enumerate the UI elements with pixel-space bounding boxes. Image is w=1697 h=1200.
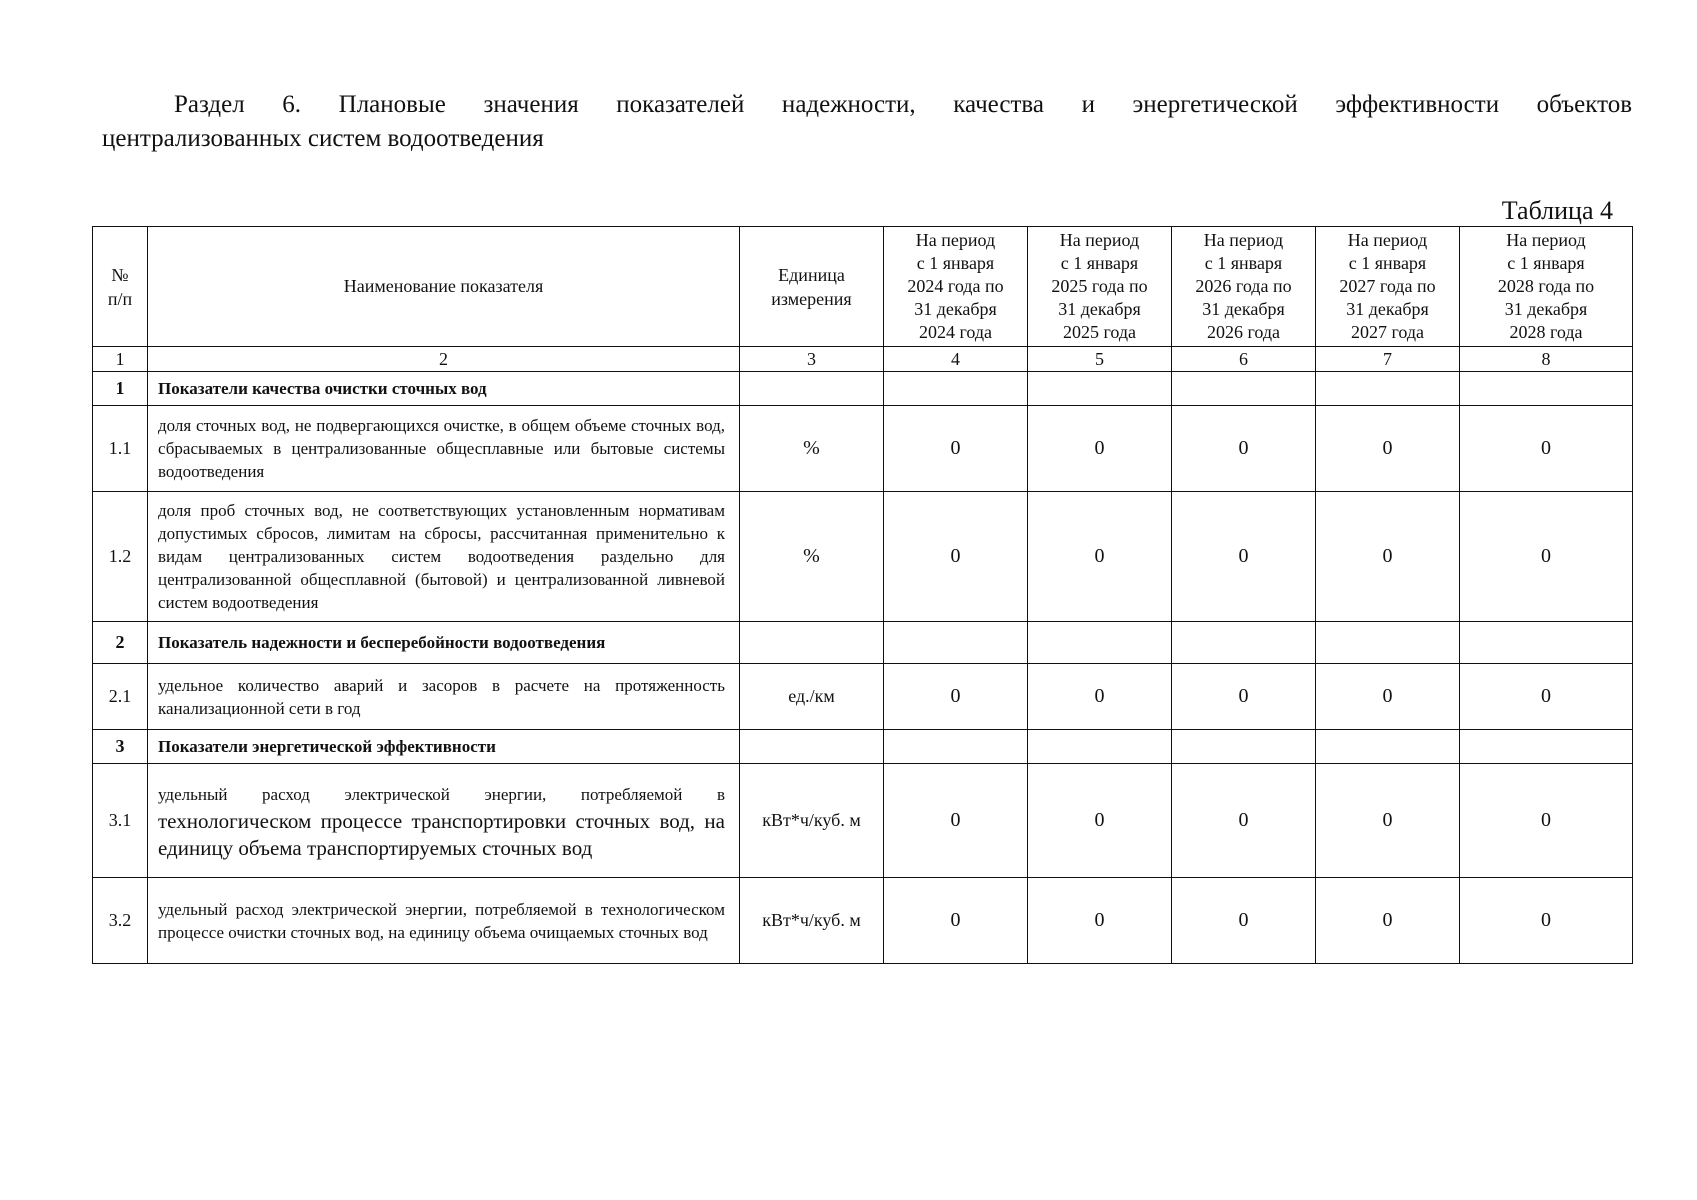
- section-title: Показатели энергетической эффективности: [148, 730, 740, 764]
- period-line: 31 декабря: [1058, 299, 1141, 319]
- section-heading-line2: централизованных систем водоотведения: [102, 125, 544, 152]
- row-value: 0: [1460, 878, 1633, 964]
- row-value: 0: [1028, 764, 1172, 878]
- row-value: 0: [1460, 406, 1633, 492]
- table-row: [93, 492, 1633, 622]
- period-line: 2028 года по: [1497, 276, 1595, 296]
- period-line: На период: [915, 230, 996, 250]
- row-num: 1.2: [93, 492, 148, 622]
- row-value: 0: [1028, 492, 1172, 622]
- row-name: удельное количество аварий и засоров в расчете на протяженность канализационной сети в год: [148, 664, 740, 730]
- empty-cell: [740, 372, 884, 406]
- empty-cell: [1028, 372, 1172, 406]
- period-line: с 1 января: [1348, 253, 1427, 273]
- header-num: № п/п: [93, 227, 148, 347]
- row-unit: %: [740, 492, 884, 622]
- empty-cell: [1316, 730, 1460, 764]
- row-value: 0: [884, 406, 1028, 492]
- section-heading-line1: Раздел 6. Плановые значения показателей надежности, качества и энергетической эффективности объектов: [174, 91, 1632, 118]
- index-cell: 8: [1460, 347, 1633, 372]
- empty-cell: [1460, 622, 1633, 664]
- empty-cell: [1316, 372, 1460, 406]
- empty-cell: [1172, 730, 1316, 764]
- index-cell: 6: [1172, 347, 1316, 372]
- index-row: [93, 347, 1633, 372]
- table-row: [93, 764, 1633, 878]
- row-value: 0: [1028, 664, 1172, 730]
- section-row-3: [93, 730, 1633, 764]
- period-line: 2028 года: [1509, 322, 1583, 342]
- row-value: 0: [1460, 664, 1633, 730]
- index-cell: 5: [1028, 347, 1172, 372]
- period-line: 2026 года по: [1195, 276, 1292, 296]
- row-name-rest: технологическом процессе транспортировки сточных вод, на единицу объема транспортируемых сточных вод: [158, 808, 725, 860]
- period-line: 2027 года по: [1339, 276, 1436, 296]
- period-line: 31 декабря: [914, 299, 997, 319]
- empty-cell: [1460, 730, 1633, 764]
- table-caption: Таблица 4: [1501, 196, 1613, 225]
- section-num: 3: [93, 730, 148, 764]
- row-name: доля сточных вод, не подвергающихся очистке, в общем объеме сточных вод, сбрасываемых в централизованные общесплавные или бытовые системы водоотведения: [148, 406, 740, 492]
- row-unit: кВт*ч/куб. м: [740, 878, 884, 964]
- empty-cell: [884, 622, 1028, 664]
- row-value: 0: [1316, 406, 1460, 492]
- empty-cell: [1172, 372, 1316, 406]
- table-row: [93, 664, 1633, 730]
- row-num: 2.1: [93, 664, 148, 730]
- header-unit: Единица измерения: [740, 227, 884, 347]
- index-cell: 3: [740, 347, 884, 372]
- row-value: 0: [884, 878, 1028, 964]
- empty-cell: [884, 372, 1028, 406]
- header-period-2028: [1460, 227, 1633, 347]
- section-num: 2: [93, 622, 148, 664]
- header-name: Наименование показателя: [148, 227, 740, 347]
- empty-cell: [1028, 730, 1172, 764]
- row-num: 3.2: [93, 878, 148, 964]
- empty-cell: [1172, 622, 1316, 664]
- period-line: На период: [1506, 230, 1586, 250]
- period-line: 2025 года по: [1051, 276, 1148, 296]
- row-name: удельный расход электрической энергии, потребляемой в технологическом процессе очистки сточных вод, на единицу объема очищаемых сточных вод: [148, 878, 740, 964]
- period-line: с 1 января: [916, 253, 995, 273]
- header-row: [93, 227, 1633, 347]
- row-num: 1.1: [93, 406, 148, 492]
- period-line: 2024 года: [918, 322, 993, 342]
- row-value: 0: [1172, 492, 1316, 622]
- section-num: 1: [93, 372, 148, 406]
- period-line: На период: [1203, 230, 1284, 250]
- row-unit: %: [740, 406, 884, 492]
- section-row-1: [93, 372, 1633, 406]
- row-name: [148, 764, 740, 878]
- empty-cell: [1028, 622, 1172, 664]
- row-value: 0: [1172, 878, 1316, 964]
- header-period-2027: [1316, 227, 1460, 347]
- period-line: 2026 года: [1206, 322, 1281, 342]
- section-heading: [102, 88, 1632, 156]
- row-name-line1: удельный расход электрической энергии, потребляемой в: [158, 784, 725, 804]
- period-line: 2024 года по: [907, 276, 1004, 296]
- period-line: 31 декабря: [1346, 299, 1429, 319]
- row-value: 0: [1172, 664, 1316, 730]
- row-value: 0: [1460, 492, 1633, 622]
- header-period-2025: [1028, 227, 1172, 347]
- period-line: 31 декабря: [1202, 299, 1285, 319]
- row-num: 3.1: [93, 764, 148, 878]
- row-value: 0: [1028, 878, 1172, 964]
- indicators-table: [92, 226, 1633, 964]
- row-value: 0: [884, 664, 1028, 730]
- row-unit: ед./км: [740, 664, 884, 730]
- row-value: 0: [1172, 764, 1316, 878]
- index-cell: 4: [884, 347, 1028, 372]
- row-value: 0: [1316, 664, 1460, 730]
- row-value: 0: [1460, 764, 1633, 878]
- row-value: 0: [1028, 406, 1172, 492]
- period-line: с 1 января: [1507, 253, 1585, 273]
- row-unit: кВт*ч/куб. м: [740, 764, 884, 878]
- empty-cell: [1460, 372, 1633, 406]
- empty-cell: [1316, 622, 1460, 664]
- period-line: 31 декабря: [1504, 299, 1588, 319]
- period-line: 2025 года: [1062, 322, 1137, 342]
- empty-cell: [884, 730, 1028, 764]
- index-cell: 7: [1316, 347, 1460, 372]
- index-cell: 1: [93, 347, 148, 372]
- row-value: 0: [1316, 492, 1460, 622]
- period-line: с 1 января: [1204, 253, 1283, 273]
- period-line: с 1 января: [1060, 253, 1139, 273]
- section-title: Показатель надежности и бесперебойности водоотведения: [148, 622, 740, 664]
- index-cell: 2: [148, 347, 740, 372]
- row-value: 0: [1316, 878, 1460, 964]
- row-value: 0: [884, 492, 1028, 622]
- row-value: 0: [884, 764, 1028, 878]
- header-period-2024: [884, 227, 1028, 347]
- table-row: [93, 406, 1633, 492]
- period-line: На период: [1059, 230, 1140, 250]
- empty-cell: [740, 622, 884, 664]
- row-value: 0: [1316, 764, 1460, 878]
- table-row: [93, 878, 1633, 964]
- section-title: Показатели качества очистки сточных вод: [148, 372, 740, 406]
- row-value: 0: [1172, 406, 1316, 492]
- period-line: На период: [1347, 230, 1428, 250]
- row-name: доля проб сточных вод, не соответствующих установленным нормативам допустимых сбросов, лимитам на сбросы, рассчитанная применительно к видам централизованных систем водоотведения раздельно для централизованной общесплавной (бытовой) и централизованной ливневой систем водоотведения: [148, 492, 740, 622]
- period-line: 2027 года: [1350, 322, 1425, 342]
- empty-cell: [740, 730, 884, 764]
- section-row-2: [93, 622, 1633, 664]
- header-period-2026: [1172, 227, 1316, 347]
